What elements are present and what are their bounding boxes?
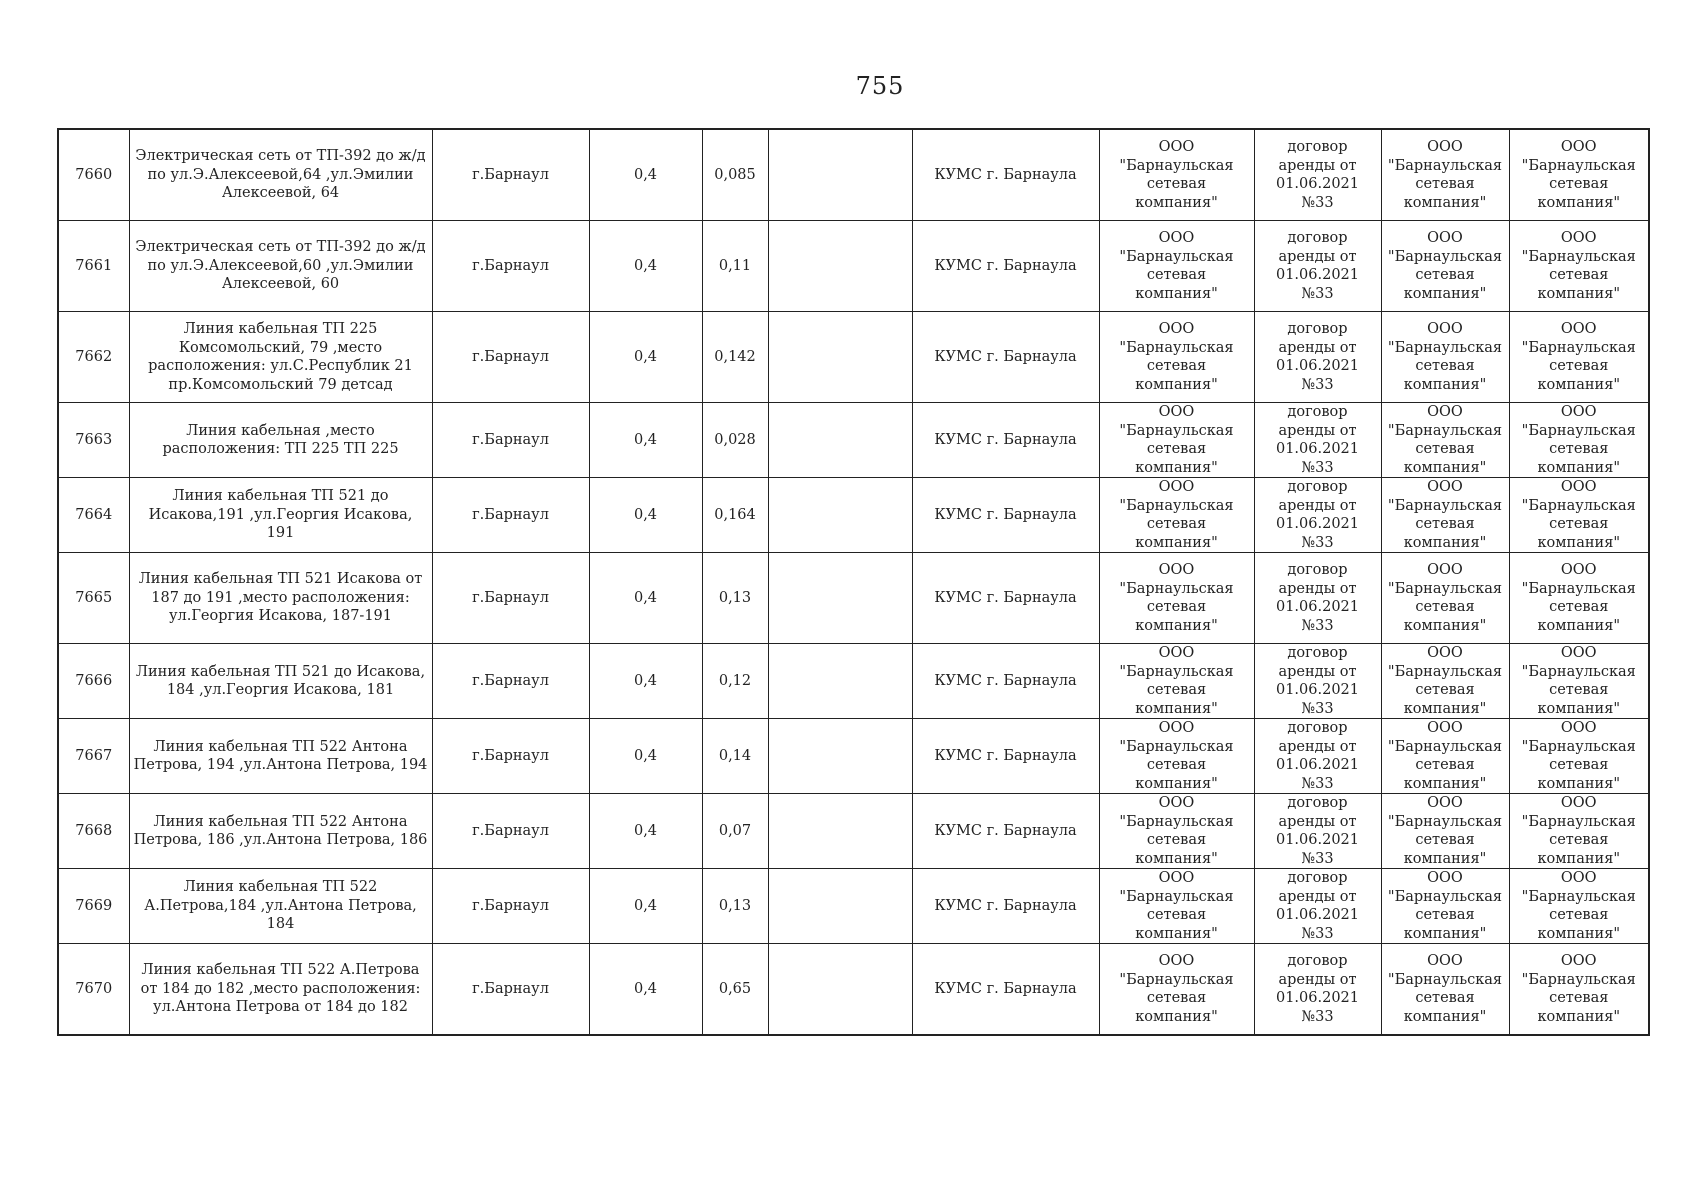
- table-row: [58, 794, 1649, 869]
- cell-holder: ООО "Барнаульская сетевая компания": [1381, 719, 1509, 794]
- cell-operator: ООО "Барнаульская сетевая компания": [1099, 129, 1254, 221]
- table-row: [58, 869, 1649, 944]
- cell-object-name: Линия кабельная ,место расположения: ТП 225 ТП 225: [129, 403, 432, 478]
- cell-city: г.Барнаул: [432, 794, 589, 869]
- cell-owner: КУМС г. Барнаула: [912, 794, 1099, 869]
- cell-voltage: 0,4: [589, 129, 702, 221]
- cell-empty: [768, 553, 912, 644]
- cell-empty: [768, 403, 912, 478]
- cell-user: ООО "Барнаульская сетевая компания": [1509, 403, 1649, 478]
- cell-voltage: 0,4: [589, 403, 702, 478]
- cell-basis: договор аренды от 01.06.2021 №33: [1254, 719, 1381, 794]
- cell-city: г.Барнаул: [432, 403, 589, 478]
- cell-operator: ООО "Барнаульская сетевая компания": [1099, 478, 1254, 553]
- cell-holder: ООО "Барнаульская сетевая компания": [1381, 553, 1509, 644]
- cell-owner: КУМС г. Барнаула: [912, 129, 1099, 221]
- cell-basis: договор аренды от 01.06.2021 №33: [1254, 403, 1381, 478]
- table-row: [58, 221, 1649, 312]
- cell-holder: ООО "Барнаульская сетевая компания": [1381, 794, 1509, 869]
- cell-length: 0,028: [702, 403, 768, 478]
- cell-operator: ООО "Барнаульская сетевая компания": [1099, 944, 1254, 1036]
- cell-city: г.Барнаул: [432, 944, 589, 1036]
- cell-length: 0,13: [702, 553, 768, 644]
- cell-operator: ООО "Барнаульская сетевая компания": [1099, 869, 1254, 944]
- cell-voltage: 0,4: [589, 312, 702, 403]
- cell-number: 7667: [58, 719, 129, 794]
- cell-owner: КУМС г. Барнаула: [912, 312, 1099, 403]
- cell-city: г.Барнаул: [432, 312, 589, 403]
- cell-number: 7670: [58, 944, 129, 1036]
- cell-holder: ООО "Барнаульская сетевая компания": [1381, 944, 1509, 1036]
- table-row: [58, 312, 1649, 403]
- cell-user: ООО "Барнаульская сетевая компания": [1509, 312, 1649, 403]
- cell-object-name: Линия кабельная ТП 521 до Исакова,191 ,ул.Георгия Исакова, 191: [129, 478, 432, 553]
- cell-basis: договор аренды от 01.06.2021 №33: [1254, 644, 1381, 719]
- cell-empty: [768, 719, 912, 794]
- cell-number: 7665: [58, 553, 129, 644]
- cell-object-name: Линия кабельная ТП 522 А.Петрова,184 ,ул.Антона Петрова, 184: [129, 869, 432, 944]
- cell-object-name: Линия кабельная ТП 522 А.Петрова от 184 до 182 ,место расположения: ул.Антона Петрова от 184 до 182: [129, 944, 432, 1036]
- cell-voltage: 0,4: [589, 944, 702, 1036]
- table-row: [58, 644, 1649, 719]
- cell-voltage: 0,4: [589, 869, 702, 944]
- cell-user: ООО "Барнаульская сетевая компания": [1509, 478, 1649, 553]
- cell-basis: договор аренды от 01.06.2021 №33: [1254, 944, 1381, 1036]
- table-row: [58, 403, 1649, 478]
- cell-operator: ООО "Барнаульская сетевая компания": [1099, 644, 1254, 719]
- cell-length: 0,164: [702, 478, 768, 553]
- cell-owner: КУМС г. Барнаула: [912, 719, 1099, 794]
- cell-length: 0,12: [702, 644, 768, 719]
- cell-voltage: 0,4: [589, 221, 702, 312]
- cell-number: 7664: [58, 478, 129, 553]
- cell-voltage: 0,4: [589, 794, 702, 869]
- cell-holder: ООО "Барнаульская сетевая компания": [1381, 478, 1509, 553]
- cell-basis: договор аренды от 01.06.2021 №33: [1254, 129, 1381, 221]
- cell-holder: ООО "Барнаульская сетевая компания": [1381, 129, 1509, 221]
- cell-basis: договор аренды от 01.06.2021 №33: [1254, 794, 1381, 869]
- cell-user: ООО "Барнаульская сетевая компания": [1509, 644, 1649, 719]
- table-row: [58, 553, 1649, 644]
- cell-owner: КУМС г. Барнаула: [912, 869, 1099, 944]
- cell-object-name: Линия кабельная ТП 521 до Исакова, 184 ,ул.Георгия Исакова, 181: [129, 644, 432, 719]
- cell-city: г.Барнаул: [432, 553, 589, 644]
- table-row: [58, 478, 1649, 553]
- cell-city: г.Барнаул: [432, 478, 589, 553]
- cell-operator: ООО "Барнаульская сетевая компания": [1099, 403, 1254, 478]
- cell-user: ООО "Барнаульская сетевая компания": [1509, 869, 1649, 944]
- cell-owner: КУМС г. Барнаула: [912, 944, 1099, 1036]
- table-row: [58, 944, 1649, 1036]
- cell-voltage: 0,4: [589, 719, 702, 794]
- cell-holder: ООО "Барнаульская сетевая компания": [1381, 644, 1509, 719]
- cell-empty: [768, 644, 912, 719]
- cell-length: 0,14: [702, 719, 768, 794]
- cell-empty: [768, 312, 912, 403]
- cell-object-name: Электрическая сеть от ТП-392 до ж/д по ул.Э.Алексеевой,60 ,ул.Эмилии Алексеевой, 60: [129, 221, 432, 312]
- cell-user: ООО "Барнаульская сетевая компания": [1509, 944, 1649, 1036]
- cell-city: г.Барнаул: [432, 869, 589, 944]
- cell-empty: [768, 221, 912, 312]
- cell-owner: КУМС г. Барнаула: [912, 221, 1099, 312]
- cell-user: ООО "Барнаульская сетевая компания": [1509, 129, 1649, 221]
- table-row: [58, 719, 1649, 794]
- cell-owner: КУМС г. Барнаула: [912, 553, 1099, 644]
- cell-number: 7669: [58, 869, 129, 944]
- cell-object-name: Электрическая сеть от ТП-392 до ж/д по ул.Э.Алексеевой,64 ,ул.Эмилии Алексеевой, 64: [129, 129, 432, 221]
- cell-object-name: Линия кабельная ТП 522 Антона Петрова, 186 ,ул.Антона Петрова, 186: [129, 794, 432, 869]
- cell-user: ООО "Барнаульская сетевая компания": [1509, 794, 1649, 869]
- cell-length: 0,142: [702, 312, 768, 403]
- registry-table: [57, 128, 1650, 1036]
- cell-user: ООО "Барнаульская сетевая компания": [1509, 719, 1649, 794]
- cell-city: г.Барнаул: [432, 719, 589, 794]
- cell-number: 7668: [58, 794, 129, 869]
- cell-city: г.Барнаул: [432, 221, 589, 312]
- cell-empty: [768, 794, 912, 869]
- cell-owner: КУМС г. Барнаула: [912, 644, 1099, 719]
- cell-object-name: Линия кабельная ТП 521 Исакова от 187 до 191 ,место расположения: ул.Георгия Исакова, 187-191: [129, 553, 432, 644]
- cell-user: ООО "Барнаульская сетевая компания": [1509, 553, 1649, 644]
- cell-holder: ООО "Барнаульская сетевая компания": [1381, 869, 1509, 944]
- cell-operator: ООО "Барнаульская сетевая компания": [1099, 794, 1254, 869]
- table-row: [58, 129, 1649, 221]
- cell-empty: [768, 944, 912, 1036]
- cell-owner: КУМС г. Барнаула: [912, 478, 1099, 553]
- cell-operator: ООО "Барнаульская сетевая компания": [1099, 719, 1254, 794]
- cell-operator: ООО "Барнаульская сетевая компания": [1099, 312, 1254, 403]
- cell-length: 0,085: [702, 129, 768, 221]
- cell-city: г.Барнаул: [432, 644, 589, 719]
- cell-user: ООО "Барнаульская сетевая компания": [1509, 221, 1649, 312]
- cell-empty: [768, 869, 912, 944]
- cell-length: 0,13: [702, 869, 768, 944]
- cell-city: г.Барнаул: [432, 129, 589, 221]
- cell-number: 7661: [58, 221, 129, 312]
- cell-operator: ООО "Барнаульская сетевая компания": [1099, 221, 1254, 312]
- cell-holder: ООО "Барнаульская сетевая компания": [1381, 221, 1509, 312]
- cell-number: 7666: [58, 644, 129, 719]
- cell-object-name: Линия кабельная ТП 225 Комсомольский, 79 ,место расположения: ул.С.Республик 21 пр.Комсомольский 79 детсад: [129, 312, 432, 403]
- cell-holder: ООО "Барнаульская сетевая компания": [1381, 312, 1509, 403]
- cell-basis: договор аренды от 01.06.2021 №33: [1254, 478, 1381, 553]
- cell-basis: договор аренды от 01.06.2021 №33: [1254, 869, 1381, 944]
- cell-basis: договор аренды от 01.06.2021 №33: [1254, 553, 1381, 644]
- cell-object-name: Линия кабельная ТП 522 Антона Петрова, 194 ,ул.Антона Петрова, 194: [129, 719, 432, 794]
- cell-empty: [768, 478, 912, 553]
- page-number: 755: [855, 72, 905, 100]
- cell-voltage: 0,4: [589, 644, 702, 719]
- cell-holder: ООО "Барнаульская сетевая компания": [1381, 403, 1509, 478]
- cell-number: 7660: [58, 129, 129, 221]
- cell-voltage: 0,4: [589, 553, 702, 644]
- cell-basis: договор аренды от 01.06.2021 №33: [1254, 221, 1381, 312]
- cell-length: 0,65: [702, 944, 768, 1036]
- cell-operator: ООО "Барнаульская сетевая компания": [1099, 553, 1254, 644]
- cell-basis: договор аренды от 01.06.2021 №33: [1254, 312, 1381, 403]
- cell-owner: КУМС г. Барнаула: [912, 403, 1099, 478]
- cell-number: 7663: [58, 403, 129, 478]
- cell-empty: [768, 129, 912, 221]
- cell-length: 0,07: [702, 794, 768, 869]
- cell-length: 0,11: [702, 221, 768, 312]
- cell-number: 7662: [58, 312, 129, 403]
- cell-voltage: 0,4: [589, 478, 702, 553]
